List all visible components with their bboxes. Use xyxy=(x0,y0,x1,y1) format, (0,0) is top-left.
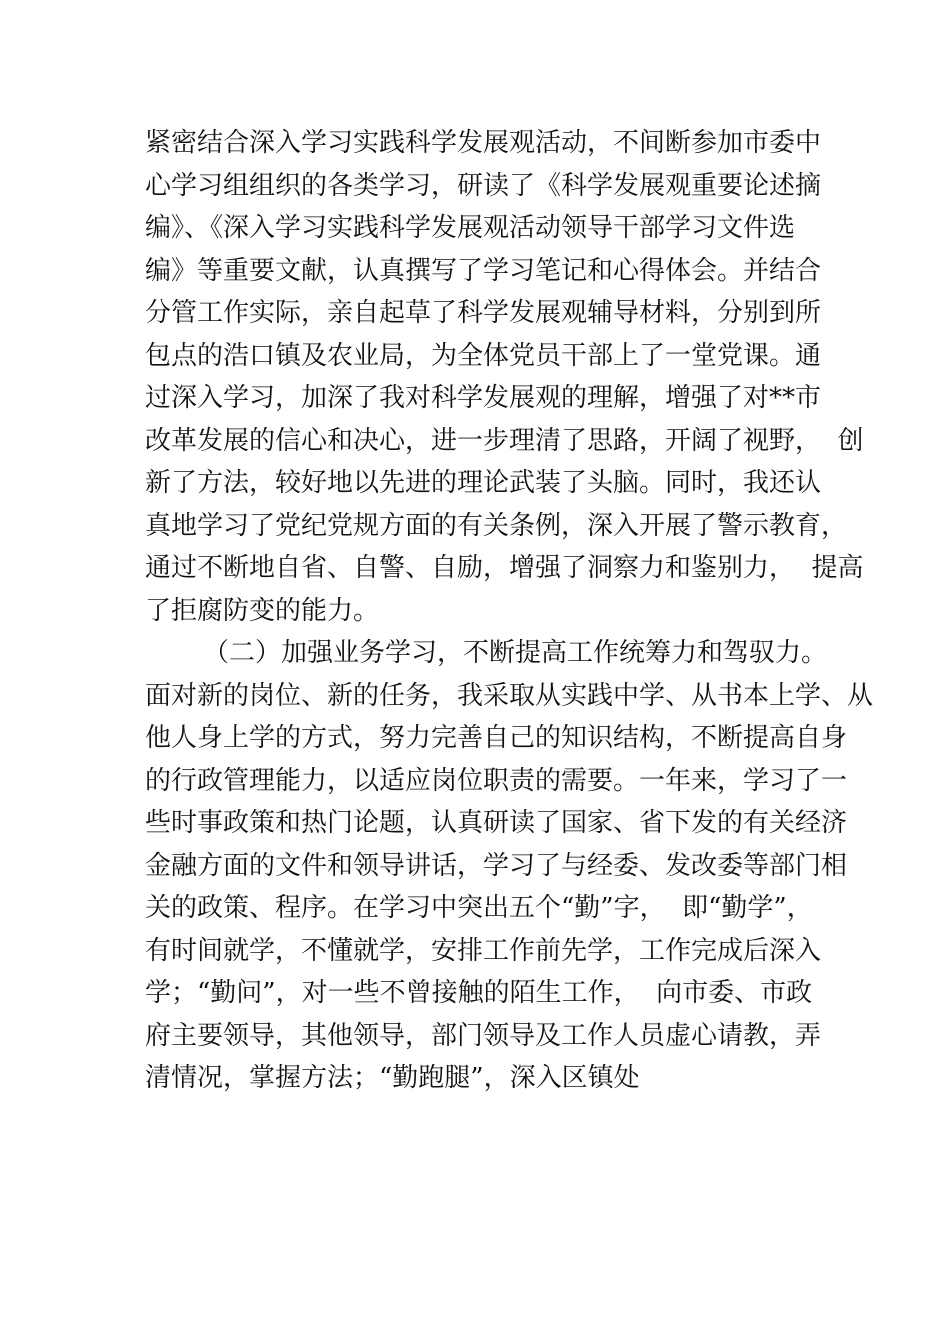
text-line: 真地学习了党纪党规方面的有关条例，深入开展了警示教育， xyxy=(145,510,848,541)
text-line: 编》、《深入学习实践科学发展观活动领导干部学习文件选 xyxy=(145,213,796,243)
text-line: 改革发展的信心和决心，进一步理清了思路，开阔了视野， 创 xyxy=(145,425,864,456)
text-line: 府主要领导，其他领导，部门领导及工作人员虚心请教，弄 xyxy=(145,1020,822,1051)
document-body xyxy=(145,122,874,1100)
text-line: 学；“勤问”，对一些不曾接触的陌生工作， 向市委、市政 xyxy=(145,978,813,1008)
text-line: 的行政管理能力，以适应岗位职责的需要。一年来，学习了一 xyxy=(145,765,848,796)
text-line: 紧密结合深入学习实践科学发展观活动，不间断参加市委中 xyxy=(145,128,822,158)
text-line: 清情况，掌握方法；“勤跑腿”，深入区镇处 xyxy=(145,1063,640,1093)
text-line: 编》等重要文献，认真撰写了学习笔记和心得体会。并结合 xyxy=(145,255,822,286)
text-line: 面对新的岗位、新的任务，我采取从实践中学、从书本上学、从 xyxy=(145,680,874,711)
text-line: 新了方法，较好地以先进的理论武装了头脑。同时，我还认 xyxy=(145,468,822,498)
text-line: 他人身上学的方式，努力完善自己的知识结构，不断提高自身 xyxy=(145,723,848,753)
text-line: 了拒腐防变的能力。 xyxy=(145,595,380,626)
text-line: 过深入学习，加深了我对科学发展观的理解，增强了对**市 xyxy=(145,383,822,413)
text-line: 包点的浩口镇及农业局，为全体党员干部上了一堂党课。通 xyxy=(145,340,822,371)
text-line: 些时事政策和热门论题，认真研读了国家、省下发的有关经济 xyxy=(145,808,848,838)
text-line: 心学习组组织的各类学习，研读了《科学发展观重要论述摘 xyxy=(145,170,822,201)
text-line: 金融方面的文件和领导讲话，学习了与经委、发改委等部门相 xyxy=(145,850,848,881)
text-line: 关的政策、程序。在学习中突出五个“勤”字， 即“勤学”， xyxy=(145,893,813,923)
text-line: 分管工作实际，亲自起草了科学发展观辅导材料，分别到所 xyxy=(145,298,822,328)
text-line: 有时间就学，不懂就学，安排工作前先学，工作完成后深入 xyxy=(145,935,822,966)
text-line: 通过不断地自省、自警、自励，增强了洞察力和鉴别力， 提高 xyxy=(145,553,864,583)
section-heading: （二）加强业务学习，不断提高工作统筹力和驾驭力。 xyxy=(203,638,828,668)
